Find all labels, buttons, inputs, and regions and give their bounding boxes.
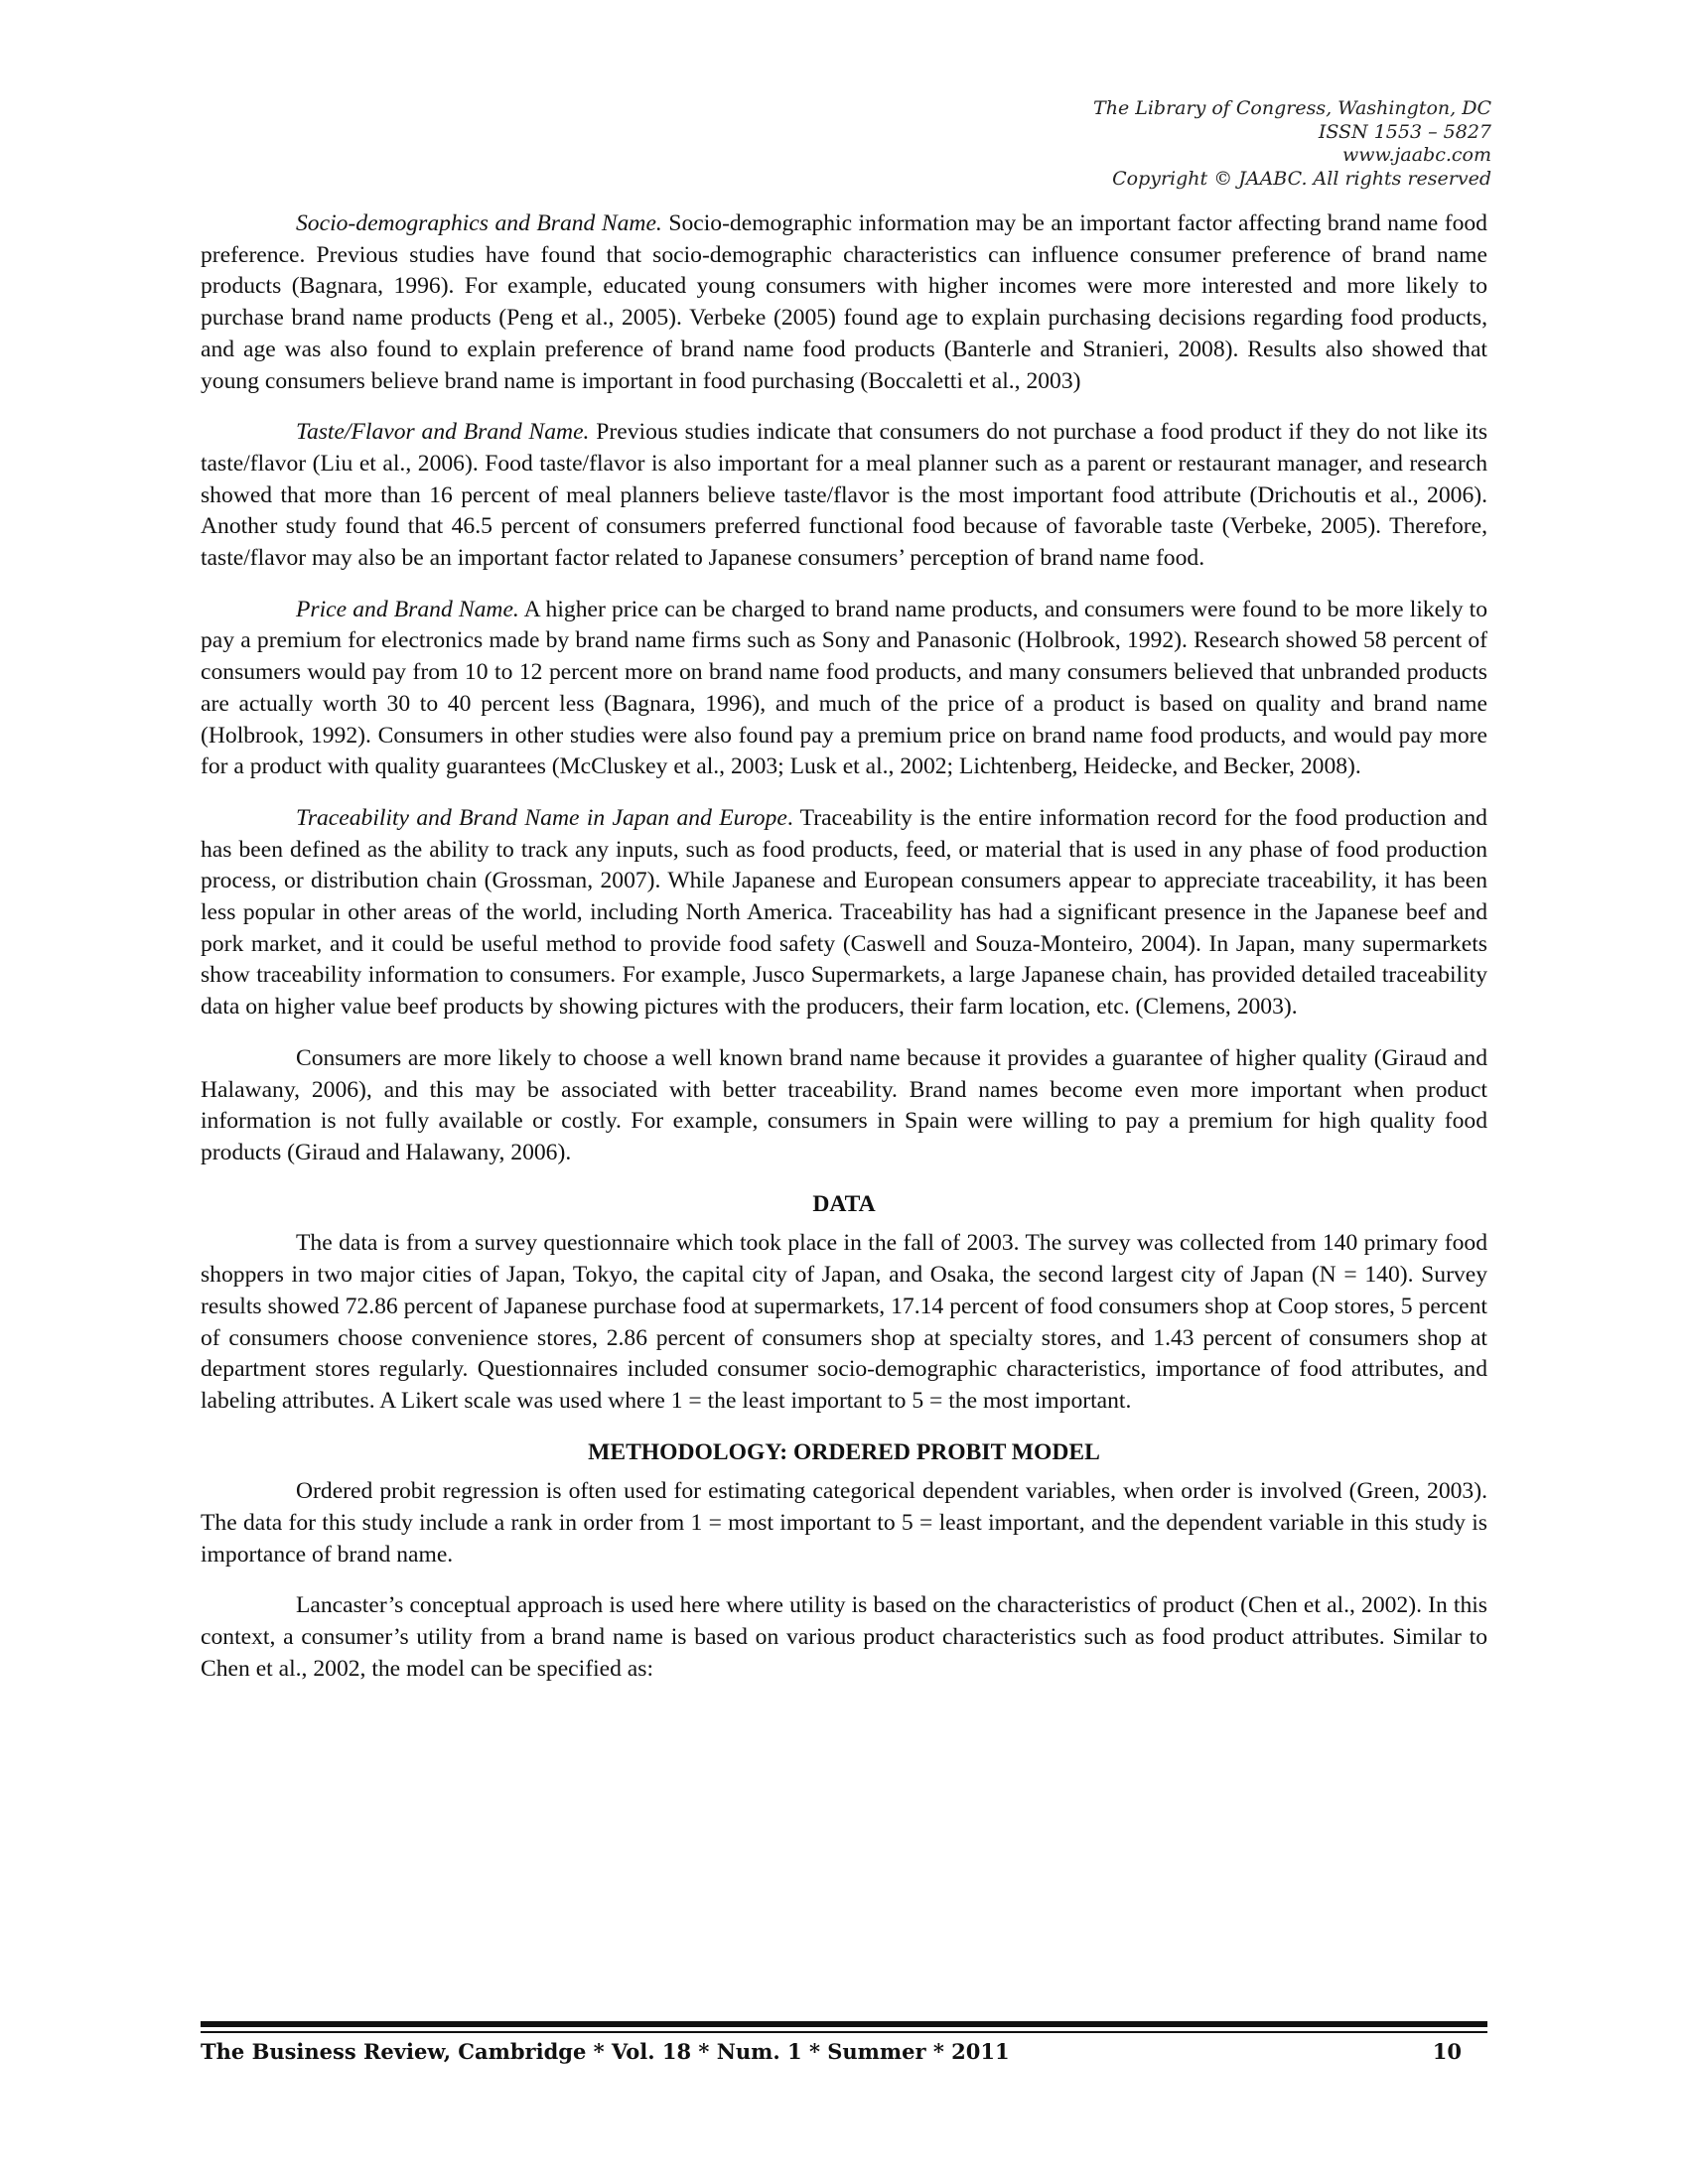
page-number: 10 — [1432, 2039, 1462, 2064]
section-heading-data: DATA — [812, 1190, 876, 1217]
paragraph-data: The data is from a survey questionnaire which took place in the fall of 2003. The survey was collected from 140 primary food shoppers in two major cities of Japan, Tokyo, the capital city of Japan, and Osaka, the second largest city of Japan (N = 140). Survey results showed 72.86 percent of Japanese purchase food at supermarkets, 17.14 percent of food consumers shop at Coop stores, 5 percent of consumers choose convenience stores, 2.86 percent of consumers shop at specialty stores, and 1.43 percent of consumers shop at department stores regularly. Questionnaires included consumer socio-demographic characteristics, importance of food attributes, and labeling attributes. A Likert scale was used where 1 = the least important to 5 = the most important. — [201, 1230, 1487, 1414]
footer-rule-thick — [201, 2021, 1487, 2027]
paragraph-text: Socio-demographic information may be an important factor affecting brand name food preference. Previous studies have found that socio-demographic characteristics can influence consumer preference of brand name products (Bagnara, 1996). For example, educated young consumers with higher incomes were more interested and more likely to purchase brand name products (Peng et al., 2005). Verbeke (2005) found age to explain purchasing decisions regarding food products, and age was also found to explain preference of brand name food products (Banterle and Stranieri, 2008). Results also showed that young consumers believe brand name is important in food purchasing (Boccaletti et al., 2003) — [201, 210, 1487, 394]
section-heading-methodology: METHODOLOGY: ORDERED PROBIT MODEL — [588, 1438, 1100, 1465]
header-library-line: The Library of Congress, Washington, DC — [1093, 97, 1491, 119]
article-body — [201, 208, 1487, 1706]
paragraph-taste-flavor — [201, 417, 1487, 575]
paragraph-socio-demographics — [201, 208, 1487, 397]
paragraph-text: A higher price can be charged to brand name products, and consumers were found to be more likely to pay a premium for electronics made by brand name firms such as Sony and Panasonic (Holbrook, 1992). Research showed 58 percent of consumers would pay from 10 to 12 percent more on brand name food products, and many consumers believed that unbranded products are actually worth 30 to 40 percent less (Bagnara, 1996), and much of the price of a product is based on quality and brand name (Holbrook, 1992). Consumers in other studies were also found pay a premium price on brand name food products, and would pay more for a product with quality guarantees (McCluskey et al., 2003; Lusk et al., 2002; Lichtenberg, Heidecke, and Becker, 2008). — [201, 596, 1487, 780]
paragraph-methodology-2: Lancaster’s conceptual approach is used here where utility is based on the characteristics of product (Chen et al., 2002). In this context, a consumer’s utility from a brand name is based on various product characteristics such as food product attributes. Similar to Chen et al., 2002, the model can be specified as: — [201, 1592, 1487, 1682]
paragraph-price — [201, 595, 1487, 783]
subsection-title-socio-demographics: Socio-demographics and Brand Name. — [296, 210, 662, 236]
paragraph-text: Previous studies indicate that consumers do not purchase a food product if they do not like its taste/flavor (Liu et al., 2006). Food taste/flavor is also important for a meal planner such as a parent or restaurant manager, and research showed that more than 16 percent of meal planners believe taste/flavor is the most important food attribute (Drichoutis et al., 2006). Another study found that 46.5 percent of consumers preferred functional food because of favorable taste (Verbeke, 2005). Therefore, taste/flavor may also be an important factor related to Japanese consumers’ perception of brand name food. — [201, 419, 1487, 572]
footer-rule-thin — [201, 2031, 1487, 2033]
subsection-title-price: Price and Brand Name. — [296, 596, 519, 622]
header-website-line: www.jaabc.com — [1341, 144, 1491, 166]
header-issn-line: ISSN 1553 – 5827 — [1318, 120, 1491, 143]
subsection-title-traceability: Traceability and Brand Name in Japan and Europe — [296, 804, 787, 831]
header-copyright-line: Copyright © JAABC. All rights reserved — [1112, 167, 1491, 190]
footer-journal-info: The Business Review, Cambridge * Vol. 18 * Num. 1 * Summer * 2011 — [201, 2039, 1010, 2064]
running-header — [1093, 97, 1491, 191]
paragraph-traceability — [201, 803, 1487, 1024]
paragraph-text: . Traceability is the entire information record for the food production and has been defined as the ability to track any inputs, such as food products, feed, or material that is used in any phase of food production process, or distribution chain (Grossman, 2007). While Japanese and European consumers appear to appreciate traceability, it has been less popular in other areas of the world, including North America. Traceability has had a significant presence in the Japanese beef and pork market, and it could be useful method to provide food safety (Caswell and Souza-Monteiro, 2004). In Japan, many supermarkets show traceability information to consumers. For example, Jusco Supermarkets, a large Japanese chain, has provided detailed traceability data on higher value beef products by showing pictures with the producers, their farm location, etc. (Clemens, 2003). — [201, 804, 1487, 1021]
paragraph-consumers: Consumers are more likely to choose a well known brand name because it provides a guarantee of higher quality (Giraud and Halawany, 2006), and this may be associated with better traceability. Brand names become even more important when product information is not fully available or costly. For example, consumers in Spain were willing to pay a premium for high quality food products (Giraud and Halawany, 2006). — [201, 1044, 1487, 1165]
paragraph-methodology-1: Ordered probit regression is often used for estimating categorical dependent variables, when order is involved (Green, 2003). The data for this study include a rank in order from 1 = most important to 5 = least important, and the dependent variable in this study is importance of brand name. — [201, 1478, 1487, 1568]
subsection-title-taste-flavor: Taste/Flavor and Brand Name. — [296, 419, 590, 446]
